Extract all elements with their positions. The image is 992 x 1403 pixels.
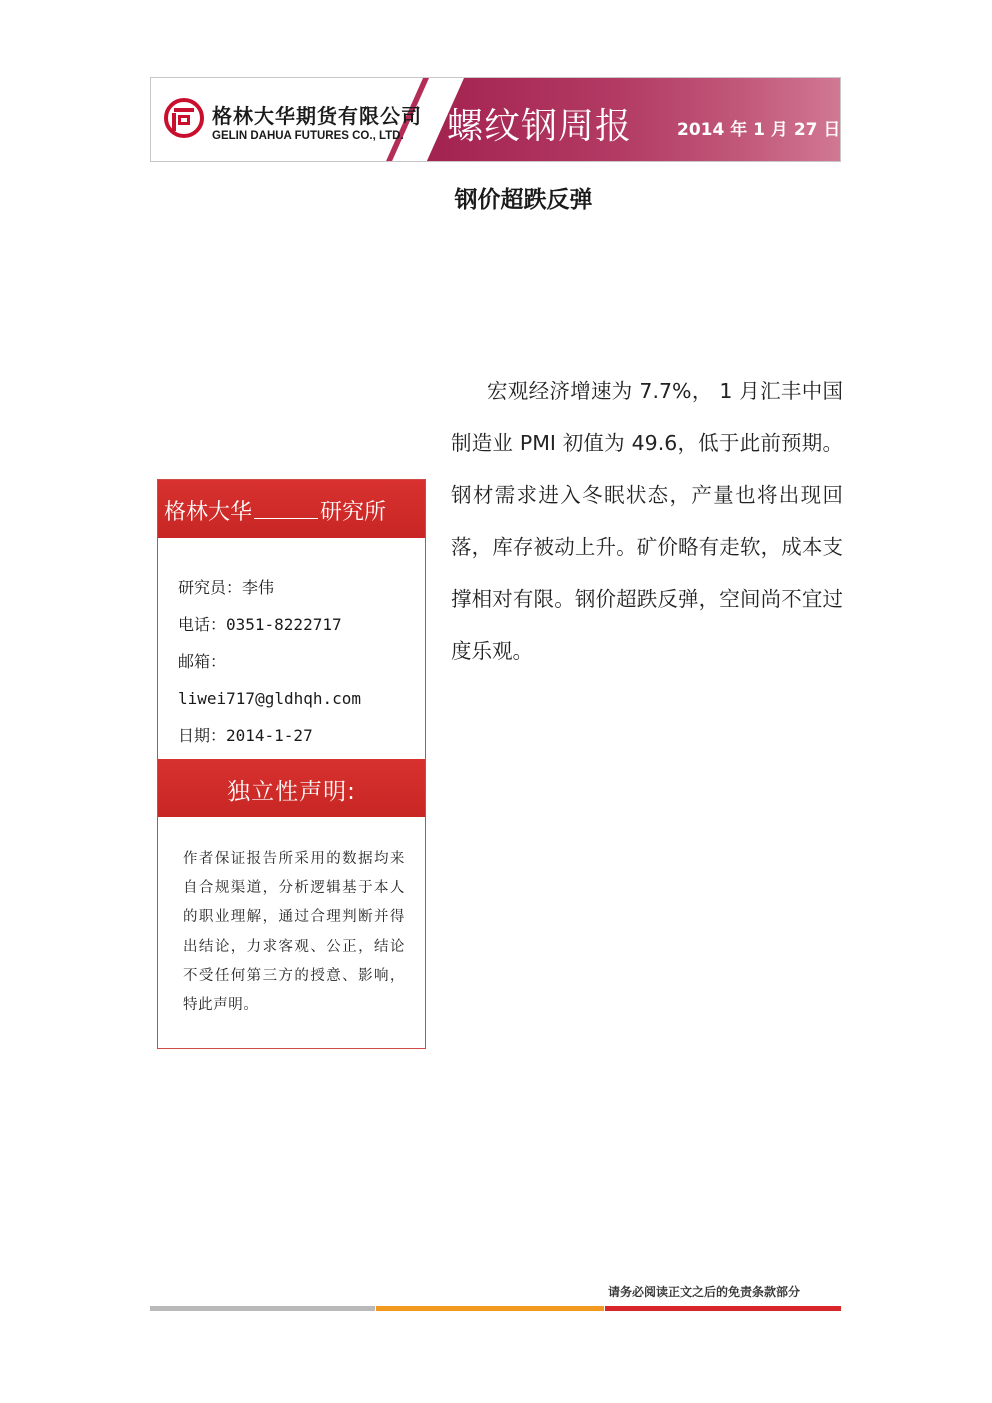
card-header [158,480,425,538]
email-label: 邮箱： [178,652,227,671]
page-headline: 钢价超跌反弹 [454,187,593,213]
institute-title [164,495,386,526]
institute-title-right: 研究所 [320,500,387,525]
declaration-title: 独立性声明: [227,779,356,805]
disclaimer-note: 请务必阅读正文之后的免责条款部分 [608,1285,801,1299]
footer-bar-orange [376,1306,604,1311]
company-logo-icon [164,98,204,138]
contact-info [178,577,361,762]
declaration-header [158,759,425,817]
footer-bar-red [605,1306,841,1311]
institute-title-blank [254,500,318,519]
report-issue-date: 日期：2014-1-27 [178,726,313,745]
company-name-en: GELIN DAHUA FUTURES CO., LTD. [212,130,404,142]
company-name-cn: 格林大华期货有限公司 [212,104,422,128]
email-address[interactable]: liwei717@gldhqh.com [178,689,362,708]
researcher-name: 研究员：李伟 [178,578,275,597]
declaration-body: 作者保证报告所采用的数据均来自合规渠道，分析逻辑基于本人的职业理解，通过合理判断并得出结论，力求客观、公正，结论不受任何第三方的授意、影响，特此声明。 [183,851,405,1014]
summary-paragraph: 宏观经济增速为 7.7%， 1 月汇丰中国制造业 PMI 初值为 49.6，低于此前预期。钢材需求进入冬眠状态，产量也将出现回落，库存被动上升。矿价略有走软，成本支撑相对有限。钢价超跌反弹，空间尚不宜过度乐观。 [451,379,843,663]
research-info-card [157,479,426,1049]
report-title: 螺纹钢周报 [447,106,633,147]
report-header [150,77,841,162]
footer-bar-gray [150,1306,375,1311]
institute-title-left: 格林大华 [164,500,253,525]
phone-number: 电话：0351-8222717 [178,615,342,634]
report-date: 2014 年 1 月 27 日 [677,120,841,140]
